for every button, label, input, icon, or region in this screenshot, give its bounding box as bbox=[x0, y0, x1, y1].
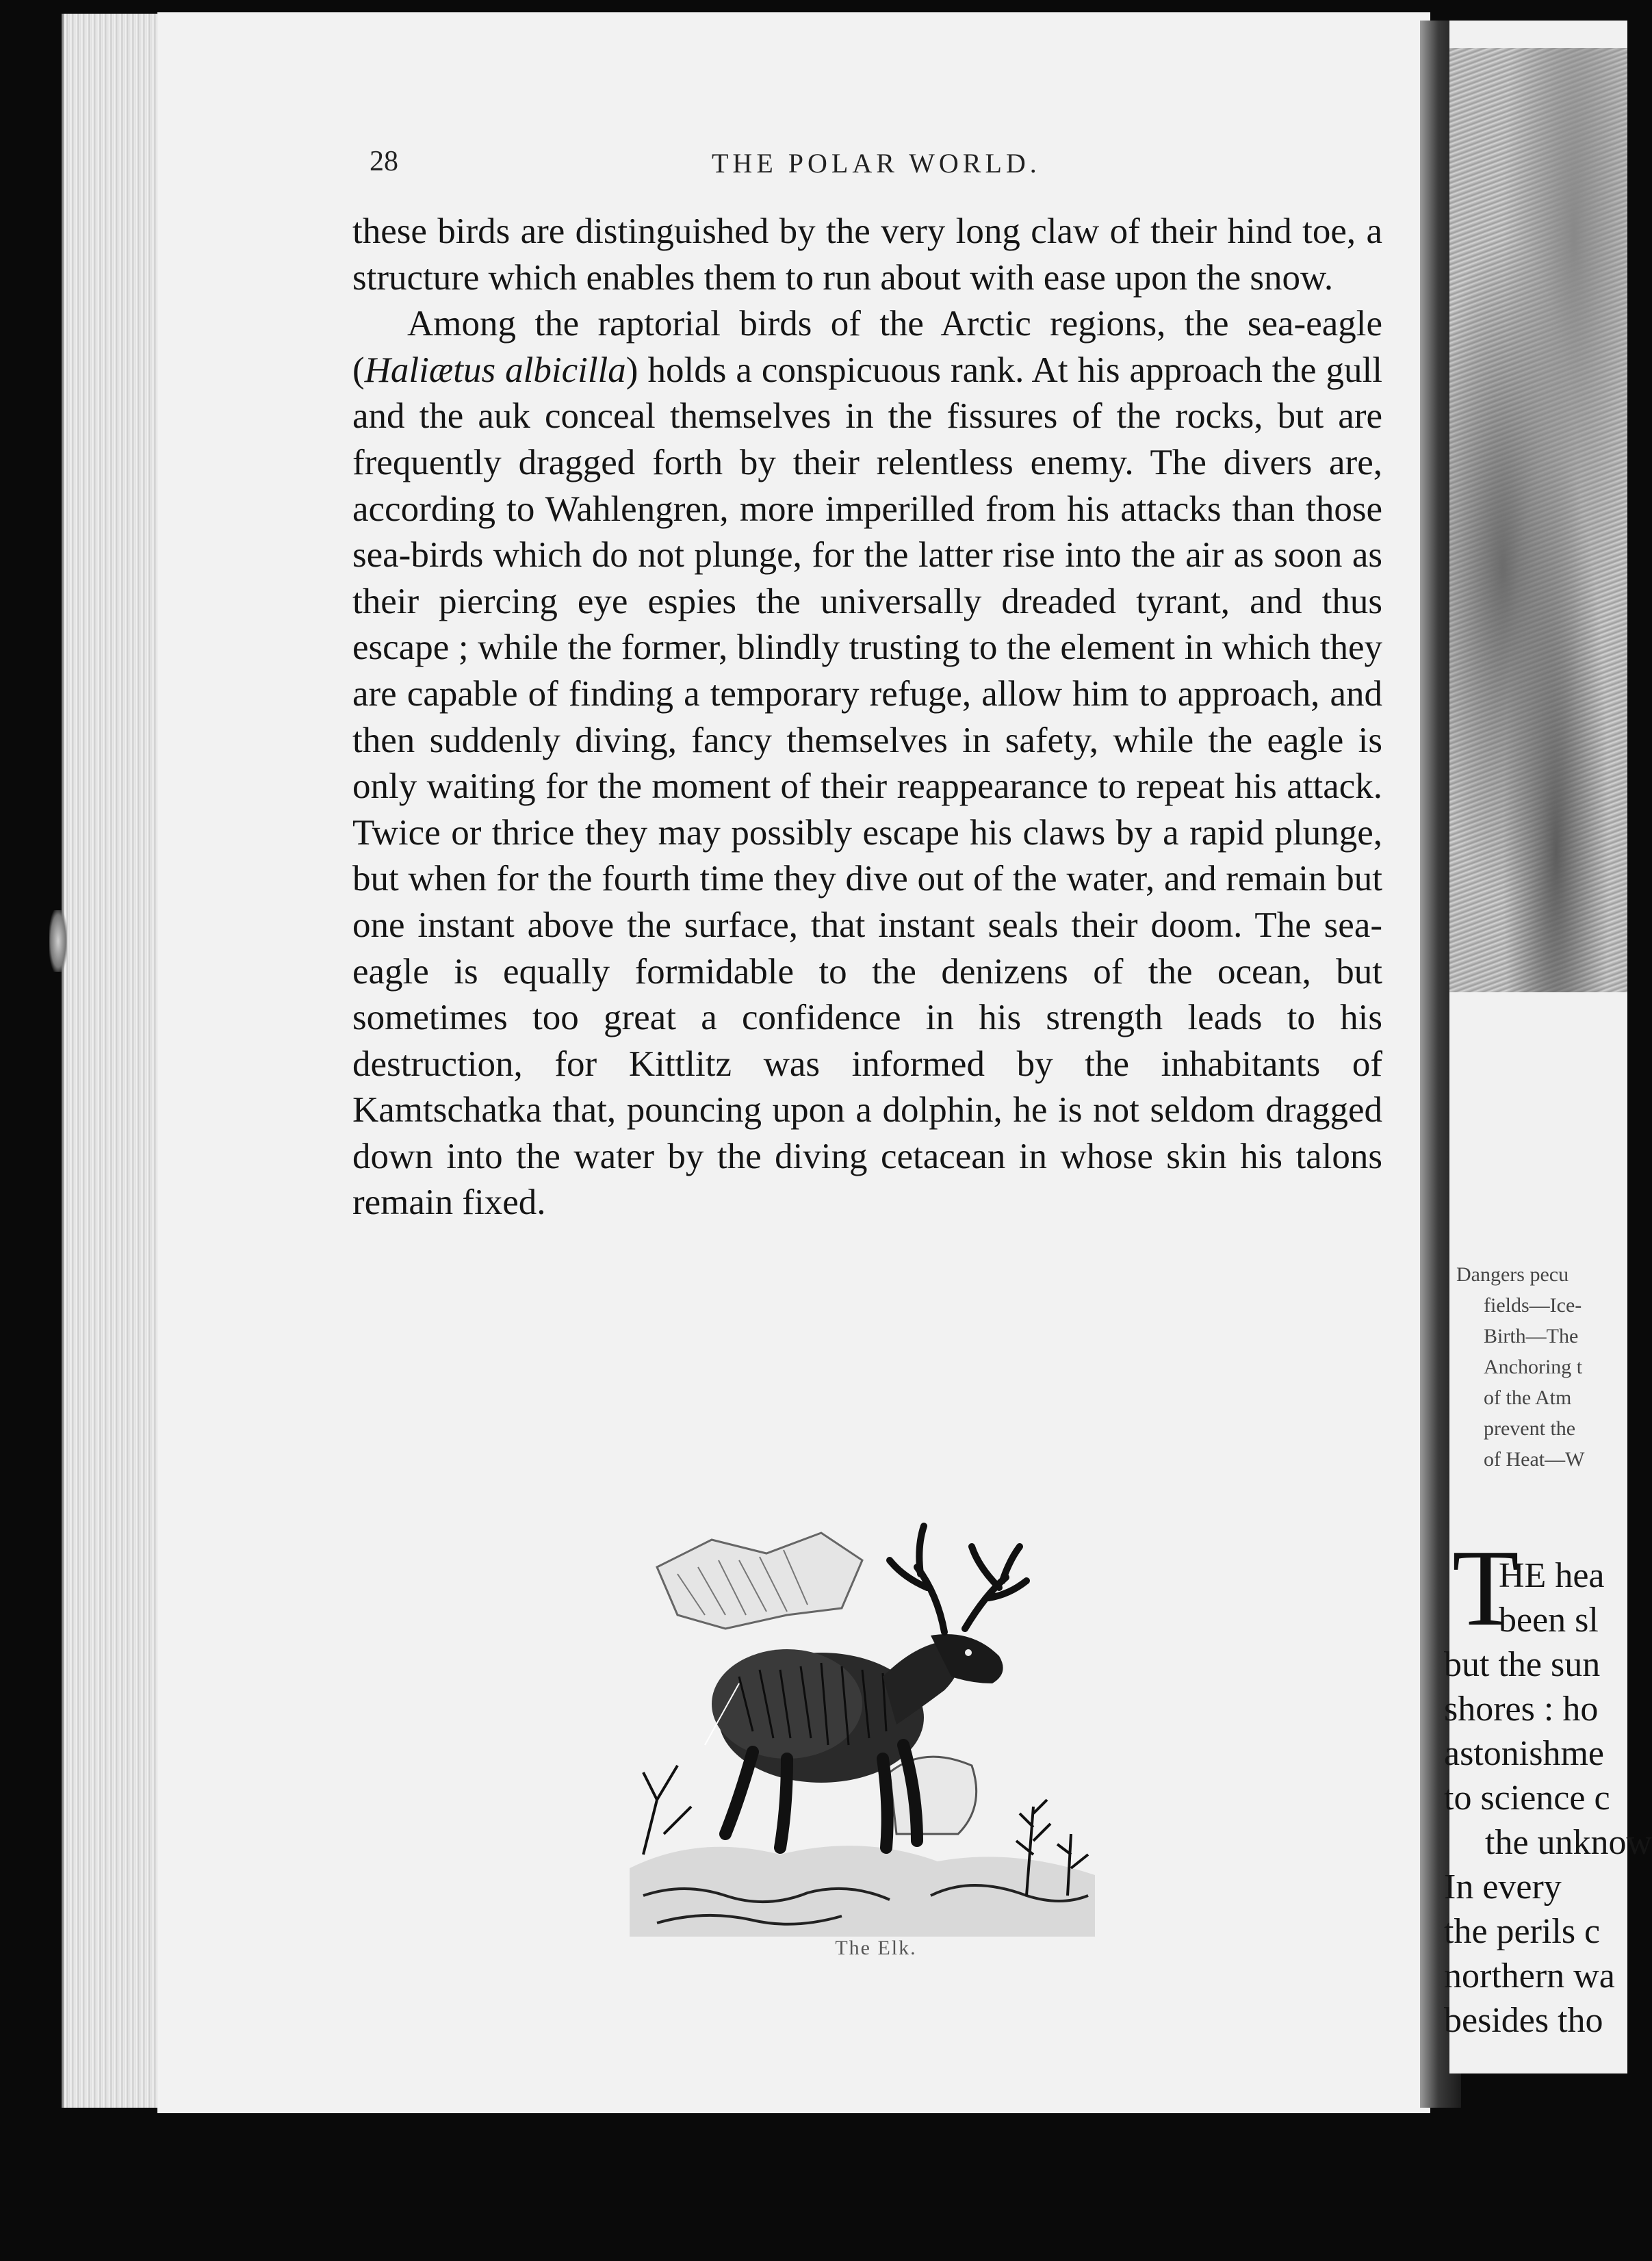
text-line: In every bbox=[1444, 1868, 1562, 1907]
chapter-contents bbox=[1456, 1259, 1621, 1475]
text-line: northern wa bbox=[1444, 1956, 1615, 1995]
contents-line: Birth—The bbox=[1484, 1325, 1579, 1347]
body-text bbox=[352, 209, 1382, 1226]
text-line: been sl bbox=[1499, 1601, 1599, 1640]
contents-line: of the Atm bbox=[1484, 1386, 1572, 1409]
paragraph-2-rest: ) holds a conspicuous rank. At his approach the gull and the auk conceal themselves in the fissures of the rocks, but are frequently dragged forth by their relentless enemy. The divers are, according to Wahlengren, more imperilled from his attacks than those sea-birds which do not plunge, for the latter rise into the air as soon as their piercing eye espies the universally dreaded tyrant, and thus escape ; while the former, blindly trusting to the element in which they are capable of finding a temporary refuge, allow him to approach, and then suddenly diving, fancy themselves in safety, while the eagle is only waiting for the moment of their reappearance to repeat his attack. Twice or thrice they may possibly escape his claws by a rapid plunge, but when for the fourth time they dive out of the water, and remain but one instant above the surface, that instant seals their doom. The sea-eagle is equally formidable to the denizens of the ocean, but sometimes too great a confidence in his strength leads to his destruction, for Kittlitz was informed by the inhabitants of Kamtschatka that, pouncing upon a dolphin, he is not seldom dragged down into the water by the diving cetacean in whose skin his talons remain fixed. bbox=[352, 350, 1382, 1223]
text-line: HE hea bbox=[1499, 1556, 1605, 1595]
text-line: but the sun bbox=[1444, 1645, 1601, 1684]
drop-cap: T bbox=[1452, 1527, 1519, 1649]
contents-line: fields—Ice- bbox=[1484, 1294, 1582, 1317]
text-line: the perils c bbox=[1444, 1912, 1601, 1951]
contents-line: of Heat—W bbox=[1484, 1448, 1585, 1471]
text-line: the unknow bbox=[1485, 1823, 1652, 1862]
contents-line: Dangers pecu bbox=[1456, 1263, 1569, 1286]
text-line: astonishme bbox=[1444, 1734, 1604, 1773]
paragraph-2 bbox=[352, 301, 1382, 1226]
binding-mark bbox=[49, 910, 67, 972]
text-line: shores : ho bbox=[1444, 1690, 1599, 1729]
running-title: THE POLAR WORLD. bbox=[712, 148, 1041, 179]
page-stack-edge bbox=[62, 14, 173, 2108]
paragraph-1: these birds are distinguished by the very long claw of their hind toe, a structure which enables them to run about with ease upon the snow. bbox=[352, 211, 1382, 298]
contents-line: Anchoring t bbox=[1484, 1356, 1583, 1378]
text-line: besides tho bbox=[1444, 2001, 1603, 2040]
elk-illustration bbox=[616, 1512, 1109, 1937]
contents-line: prevent the bbox=[1484, 1417, 1576, 1440]
paragraph-2-start: Among the raptorial birds of the Arctic regions, the sea-eagle ( bbox=[352, 304, 1382, 390]
figure-caption: The Elk. bbox=[835, 1937, 917, 1959]
text-line: to science c bbox=[1444, 1779, 1610, 1818]
species-name: Haliætus albicilla bbox=[364, 350, 626, 390]
engraving-plate bbox=[1449, 48, 1627, 992]
page-number: 28 bbox=[370, 146, 398, 177]
chapter-opening-text bbox=[1444, 1553, 1652, 2043]
